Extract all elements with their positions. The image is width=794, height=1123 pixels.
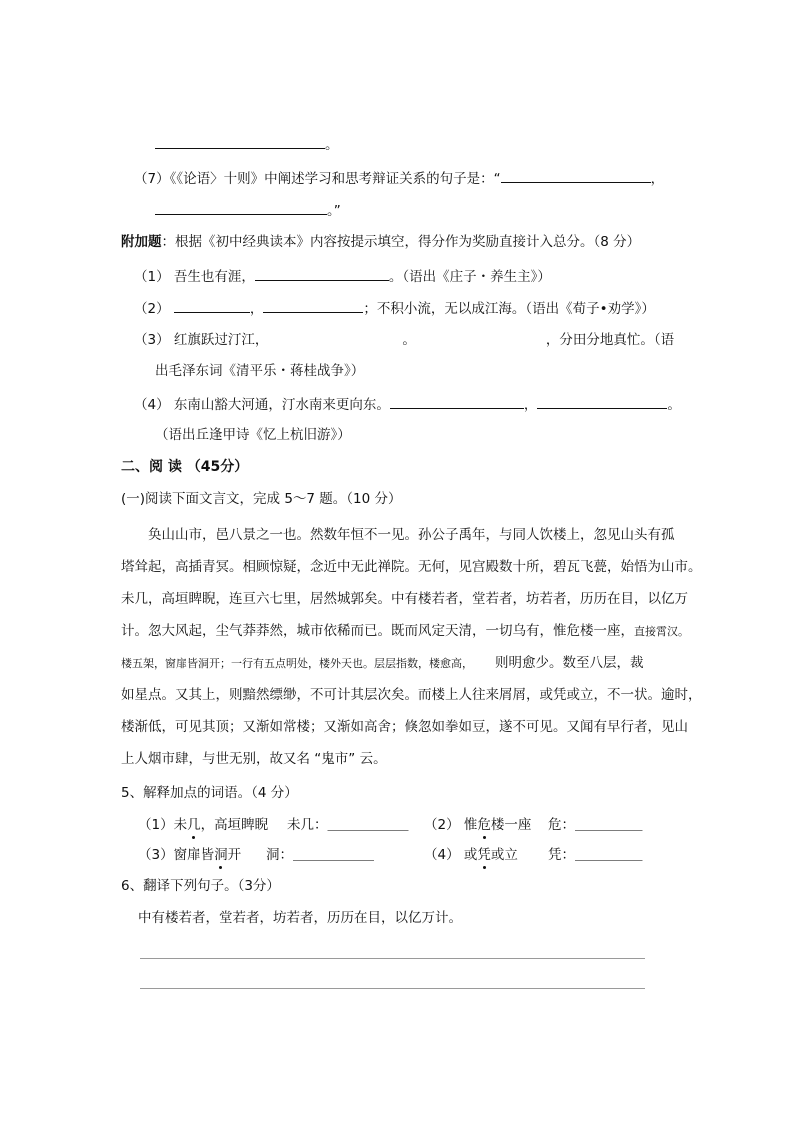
answer-line[interactable] [140, 988, 645, 989]
answer-blank[interactable] [174, 298, 250, 313]
q5-item-4: （4） 或凭或立 [424, 847, 518, 863]
q5-item-1-answer: 未几：＿＿＿＿＿＿ [287, 817, 409, 833]
answer-blank[interactable] [155, 134, 325, 149]
q5-item-4-answer: 凭：＿＿＿＿＿ [548, 847, 643, 863]
passage-line: 楼五架，窗扉皆洞开；一行有五点明处，楼外天也。层层指数，楼愈高， 则明愈少。数至八层，裁 [121, 655, 644, 671]
q7-line-2: 。” [155, 200, 341, 221]
passage-line: 奂山山市，邑八景之一也。然数年恒不一见。孙公子禹年，与同人饮楼上，忽见山头有孤 [148, 527, 675, 543]
section-instruction: (一)阅读下面文言文，完成 5～7 题。（10 分） [121, 491, 402, 507]
passage-line: 上人烟市肆，与世无别，故又名 “鬼市” 云。 [121, 751, 387, 767]
answer-blank[interactable] [155, 200, 327, 215]
q5-item-3-answer: 洞：＿＿＿＿＿＿ [266, 847, 374, 863]
q7-line: （7）《《论语〉十则》中阐述学习和思考辩证关系的句子是：“ ， [134, 168, 664, 189]
answer-blank[interactable] [263, 298, 363, 313]
q5-item-3: （3）窗扉皆洞开 [138, 847, 242, 863]
answer-blank[interactable]: ＿＿＿＿＿ [575, 817, 643, 833]
bonus-q4: （4） 东南山豁大河通，汀水南来更向东。 ， 。 [134, 394, 681, 415]
bonus-instruction: 附加题：根据《初中经典读本》内容按提示填空，得分作为奖励直接计入总分。（8 分） [121, 234, 641, 250]
passage-line: 未几，高垣睥睨，连亘六七里，居然城郭矣。中有楼若者，堂若者，坊若者，历历在目，以亿万 [121, 591, 688, 607]
reading-heading: 二、阅 读 （45分） [121, 459, 249, 475]
bonus-q3: （3） 红旗跃过汀江， 。 ，分田分地真忙。（语 [134, 332, 675, 348]
q5-item-2: （2） 惟危楼一座 [424, 817, 532, 833]
passage-line: 楼渐低，可见其顶；又渐如常楼；又渐如高舍；倏忽如拳如豆，遂不可见。又闻有早行者，见山 [121, 719, 688, 735]
q5-title: 5、解释加点的词语。（4 分） [121, 785, 298, 801]
answer-blank[interactable]: ＿＿＿＿＿＿ [293, 847, 374, 863]
q6-title: 6、翻译下列句子。（3分） [121, 878, 280, 894]
q7-tail-line: 。 [155, 134, 339, 155]
answer-blank[interactable] [537, 394, 667, 409]
bonus-q4-source: （语出丘逢甲诗《忆上杭旧游》） [155, 427, 351, 443]
answer-blank[interactable] [390, 394, 524, 409]
answer-blank[interactable] [255, 266, 389, 281]
answer-blank[interactable] [501, 168, 651, 183]
bonus-q3-source: 出毛泽东词《清平乐・蒋桂战争》） [155, 363, 365, 379]
answer-line[interactable] [140, 958, 645, 959]
answer-blank[interactable]: ＿＿＿＿＿ [575, 847, 643, 863]
bonus-label: 附加题 [121, 234, 162, 250]
answer-blank[interactable]: ＿＿＿＿＿＿ [327, 817, 409, 833]
bonus-q1: （1） 吾生也有涯， 。（语出《庄子・养生主》） [134, 266, 551, 287]
q5-item-1: （1）未几，高垣睥睨 [138, 817, 269, 833]
passage-line: 计。忽大风起，尘气莽莽然，城市依稀而已。既而风定天清，一切乌有，惟危楼一座，直接霄汉。 [121, 623, 689, 639]
bonus-q2: （2） ， ；不积小流，无以成江海。（语出《荀子•劝学》） [134, 298, 655, 319]
passage-line: 如星点。又其上，则黯然缥缈，不可计其层次矣。而楼上人往来屑屑，或凭或立，不一状。逾时， [121, 687, 702, 703]
q5-item-2-answer: 危：＿＿＿＿＿ [548, 817, 643, 833]
passage-line: 塔耸起，高插青冥。相顾惊疑，念近中无此禅院。无何，见宫殿数十所，碧瓦飞甍，始悟为山市。 [121, 559, 702, 575]
q6-sentence: 中有楼若者，堂若者，坊若者，历历在目，以亿万计。 [138, 910, 462, 926]
